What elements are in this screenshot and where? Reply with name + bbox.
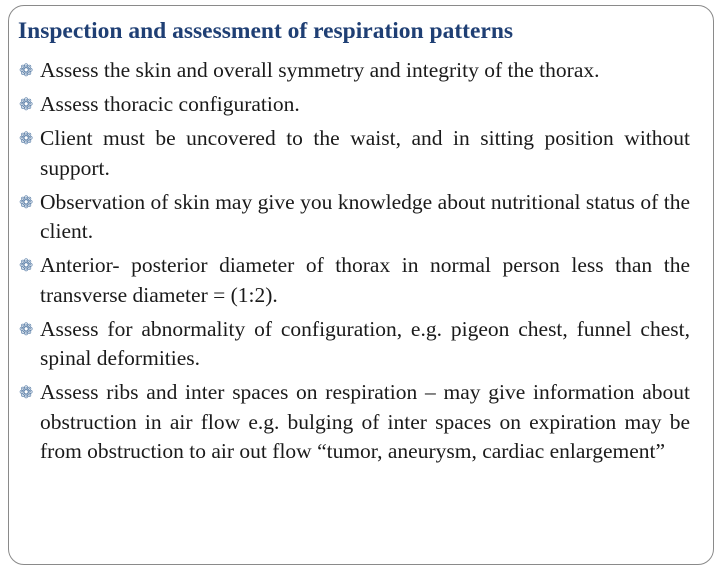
- bullet-text: Assess ribs and inter spaces on respiration – may give information about obstruction in air flow e.g. bulging of inter spaces on expiration may be from obstruction to air out flow “tumor, aneurysm, cardiac enlargement”: [40, 380, 690, 463]
- bullet-text: Assess the skin and overall symmetry and integrity of the thorax.: [40, 58, 600, 82]
- list-item: [18, 90, 690, 120]
- bullet-list: [18, 56, 690, 471]
- dingbat-arrow-icon: ❁: [19, 95, 34, 114]
- bullet-text: Assess for abnormality of configuration, e.g. pigeon chest, funnel chest, spinal deformities.: [40, 316, 690, 370]
- list-item: [18, 56, 690, 86]
- dingbat-arrow-icon: ❁: [19, 61, 34, 80]
- dingbat-arrow-icon: ❁: [19, 319, 34, 339]
- list-item: [18, 378, 690, 467]
- bullet-text: Observation of skin may give you knowledge about nutritional status of the client.: [40, 189, 690, 243]
- list-item: [18, 124, 690, 183]
- dingbat-arrow-icon: ❁: [19, 192, 34, 212]
- bullet-text: Client must be uncovered to the waist, and in sitting position without support.: [40, 126, 690, 180]
- bullet-text: Anterior- posterior diameter of thorax in normal person less than the transverse diameter = (1:2).: [40, 253, 690, 307]
- dingbat-arrow-icon: ❁: [19, 383, 34, 402]
- bullet-text: Assess thoracic configuration.: [40, 92, 300, 116]
- list-item: [18, 188, 690, 247]
- list-item: [18, 251, 690, 310]
- dingbat-arrow-icon: ❁: [19, 256, 34, 275]
- slide-title: Inspection and assessment of respiration patterns: [18, 18, 514, 44]
- dingbat-arrow-icon: ❁: [19, 129, 34, 148]
- list-item: [18, 315, 690, 374]
